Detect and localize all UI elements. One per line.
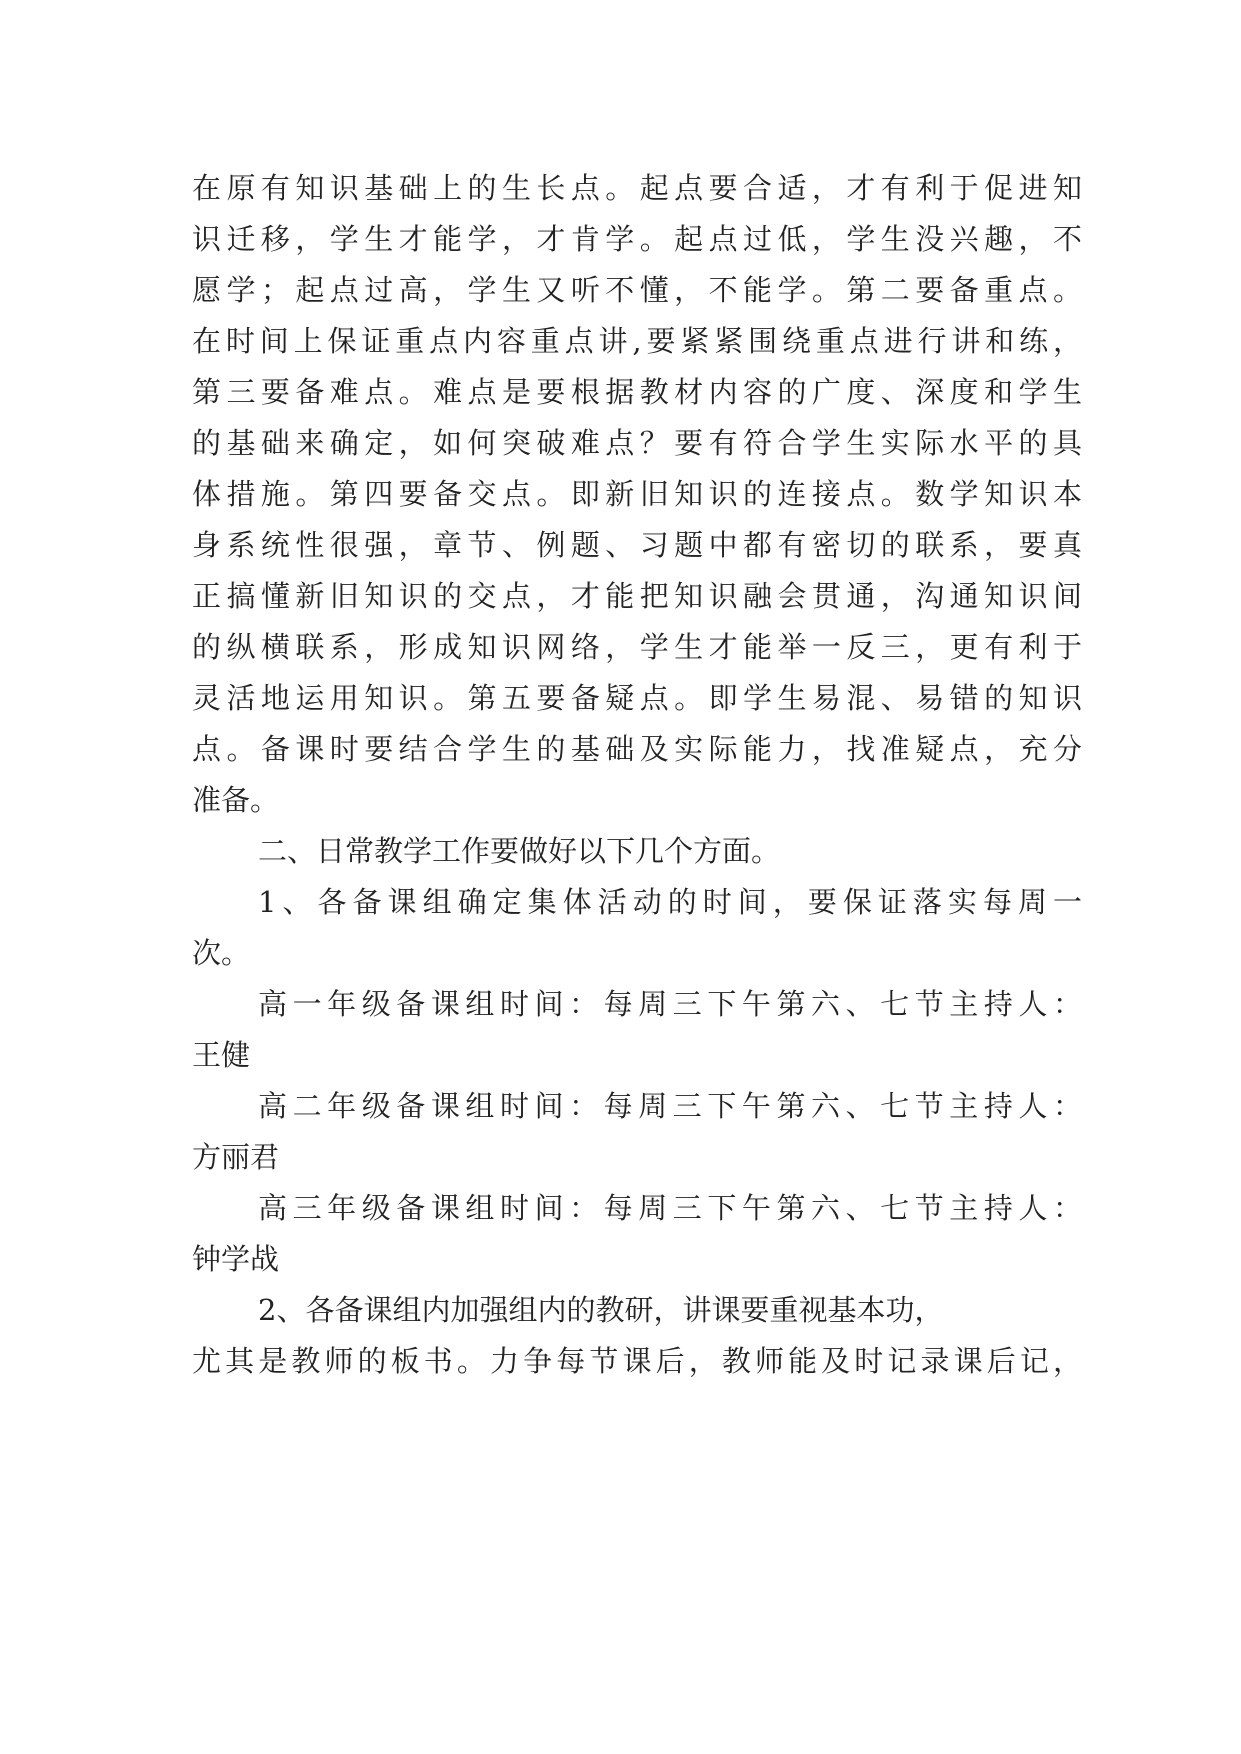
body-text-line: 灵活地运用知识。第五要备疑点。即学生易混、易错的知识 [192, 681, 1082, 715]
list-item-line: 尤其是教师的板书。力争每节课后，教师能及时记录课后记， [192, 1344, 1082, 1378]
body-text-line: 的纵横联系，形成知识网络，学生才能举一反三，更有利于 [192, 630, 1082, 664]
schedule-host-name: 钟学战 [192, 1242, 280, 1276]
body-text-line: 在时间上保证重点内容重点讲,要紧紧围绕重点进行讲和练， [192, 324, 1082, 358]
body-text-line: 正搞懂新旧知识的交点，才能把知识融会贯通，沟通知识间 [192, 579, 1082, 613]
list-item-line: 次。 [192, 936, 251, 970]
body-text-line: 体措施。第四要备交点。即新旧知识的连接点。数学知识本 [192, 477, 1082, 511]
list-item-line: 2、各备课组内加强组内的教研，讲课要重视基本功， [258, 1293, 944, 1327]
schedule-line: 高二年级备课组时间：每周三下午第六、七节主持人： [258, 1089, 1082, 1123]
body-text-line: 身系统性很强，章节、例题、习题中都有密切的联系，要真 [192, 528, 1082, 562]
schedule-line: 高一年级备课组时间：每周三下午第六、七节主持人： [258, 987, 1082, 1021]
body-text-line: 愿学；起点过高，学生又听不懂，不能学。第二要备重点。 [192, 273, 1082, 307]
section-heading: 二、日常教学工作要做好以下几个方面。 [258, 834, 781, 868]
body-text-line: 识迁移，学生才能学，才肯学。起点过低，学生没兴趣，不 [192, 222, 1082, 256]
schedule-host-name: 王健 [192, 1038, 251, 1072]
schedule-line: 高三年级备课组时间：每周三下午第六、七节主持人： [258, 1191, 1082, 1225]
body-text-line: 点。备课时要结合学生的基础及实际能力，找准疑点，充分 [192, 732, 1082, 766]
body-text-line: 的基础来确定，如何突破难点？要有符合学生实际水平的具 [192, 426, 1082, 460]
schedule-host-name: 方丽君 [192, 1140, 280, 1174]
body-text-line: 在原有知识基础上的生长点。起点要合适，才有利于促进知 [192, 171, 1082, 205]
body-text-line: 第三要备难点。难点是要根据教材内容的广度、深度和学生 [192, 375, 1082, 409]
list-item-line: 1、各备课组确定集体活动的时间，要保证落实每周一 [258, 885, 1082, 919]
body-text-line: 准备。 [192, 783, 280, 817]
